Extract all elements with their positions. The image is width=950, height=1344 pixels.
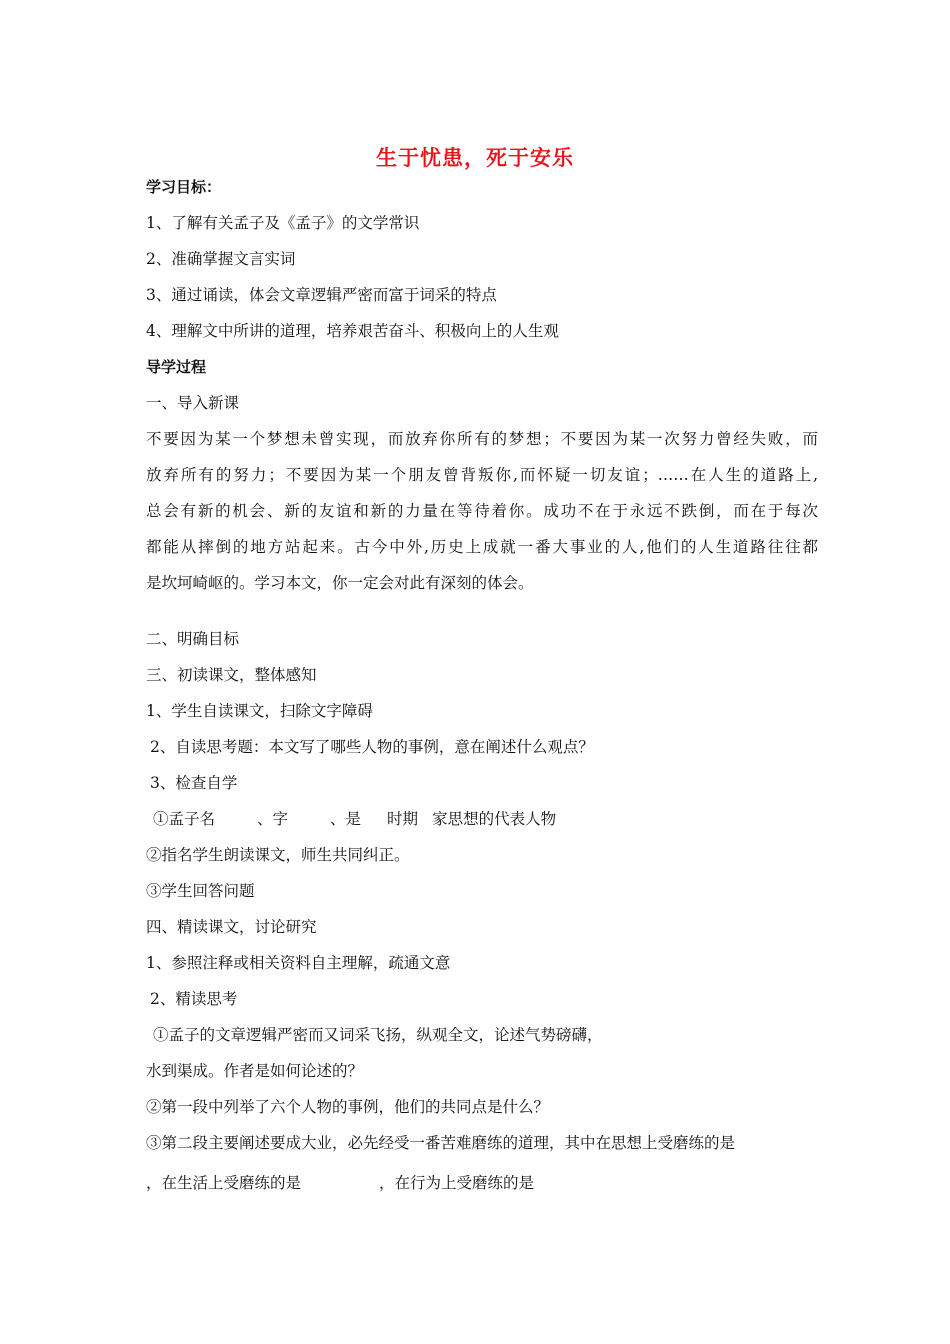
list-item: 2、精读思考 — [150, 990, 238, 1008]
section-heading: 四、精读课文，讨论研究 — [146, 918, 317, 936]
paragraph-line: 是坎坷崎岖的。学习本文，你一定会对此有深刻的体会。 — [146, 574, 534, 592]
section-heading: 二、明确目标 — [146, 630, 240, 648]
paragraph-line: 不要因为某一个梦想未曾实现，而放弃你所有的梦想；不要因为某一次努力曾经失败，而 — [146, 430, 818, 448]
question-item: 水到渠成。作者是如何论述的？ — [146, 1062, 364, 1080]
fill-text: 家思想的代表人物 — [432, 810, 557, 828]
paragraph-line: 放弃所有的努力；不要因为某一个朋友曾背叛你,而怀疑一切友谊；……在人生的道路上, — [146, 466, 818, 484]
process-heading: 导学过程 — [146, 358, 207, 376]
goal-item: 4、理解文中所讲的道理，培养艰苦奋斗、积极向上的人生观 — [146, 322, 559, 340]
fill-in-question — [153, 809, 556, 829]
goal-item: 3、通过诵读，体会文章逻辑严密而富于词采的特点 — [146, 286, 497, 304]
goals-heading: 学习目标： — [146, 178, 222, 196]
list-item: 1、参照注释或相关资料自主理解，疏通文意 — [146, 954, 451, 972]
fill-text: ，在生活上受磨练的是 — [146, 1174, 302, 1192]
fill-text: 时期 — [387, 810, 419, 828]
fill-text: ，在行为上受磨练的是 — [379, 1174, 535, 1192]
list-item: ②指名学生朗读课文，师生共同纠正。 — [146, 846, 410, 864]
page-title: 生于忧患，死于安乐 — [376, 146, 574, 170]
fill-in-question — [146, 1173, 534, 1193]
fill-text: 、是 — [330, 810, 362, 828]
intro-paragraph — [146, 429, 818, 609]
paragraph-line: 都能从摔倒的地方站起来。古今中外,历史上成就一番大事业的人,他们的人生道路往往都 — [146, 538, 818, 556]
question-item: ①孟子的文章逻辑严密而又词采飞扬，纵观全文，论述气势磅礴， — [153, 1026, 603, 1044]
list-item: 3、检查自学 — [150, 774, 238, 792]
goal-item: 1、了解有关孟子及《孟子》的文学常识 — [146, 214, 420, 232]
question-item: ②第一段中列举了六个人物的事例，他们的共同点是什么？ — [146, 1098, 550, 1116]
fill-text: 、字 — [257, 810, 289, 828]
question-item: ③第二段主要阐述要成大业，必先经受一番苦难磨练的道理，其中在思想上受磨练的是 — [146, 1134, 736, 1152]
fill-text: ①孟子名 — [153, 810, 216, 828]
paragraph-line: 总会有新的机会、新的友谊和新的力量在等待着你。成功不在于永远不跌倒，而在于每次 — [146, 502, 818, 520]
list-item: 2、自读思考题：本文写了哪些人物的事例，意在阐述什么观点？ — [150, 738, 594, 756]
section-heading: 一、导入新课 — [146, 394, 240, 412]
section-heading: 三、初读课文，整体感知 — [146, 666, 317, 684]
goal-item: 2、准确掌握文言实词 — [146, 250, 296, 268]
list-item: 1、学生自读课文，扫除文字障碍 — [146, 702, 373, 720]
list-item: ③学生回答问题 — [146, 882, 255, 900]
